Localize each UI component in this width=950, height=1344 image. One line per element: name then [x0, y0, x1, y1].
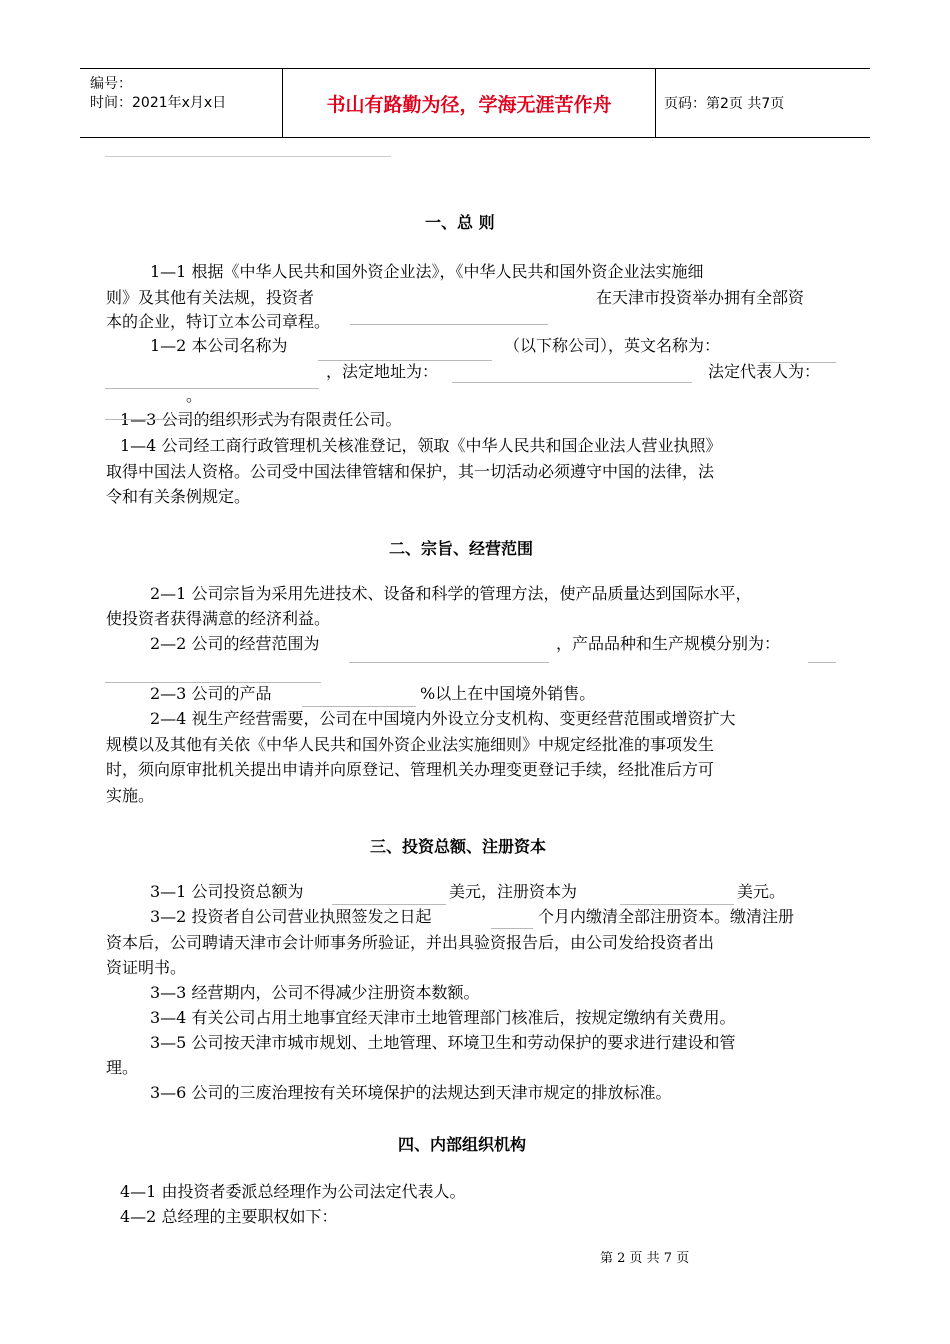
- clause-3-1b: 美元，注册资本为: [449, 882, 578, 901]
- clause-3-1c: 美元。: [737, 882, 786, 901]
- clause-2-4-line3: 时，须向原审批机关提出申请并向原登记、管理机关办理变更登记手续，经批准后方可: [106, 760, 715, 779]
- clause-1-4-line2: 取得中国法人资格。公司受中国法律管辖和保护，其一切活动必须遵守中国的法律，法: [106, 462, 715, 481]
- clause-1-1-line2b: 在天津市投资举办拥有全部资: [596, 288, 805, 307]
- clause-1-4-line3: 令和有关条例规定。: [106, 487, 251, 506]
- blank-export-percent: [302, 706, 416, 707]
- clause-3-2-line1b: 个月内缴清全部注册资本。缴清注册: [538, 907, 795, 926]
- clause-2-4-line1: 2—4 视生产经营需要，公司在中国境内外设立分支机构、变更经营范围或增资扩大: [150, 709, 736, 728]
- clause-3-2-line1a: 3—2 投资者自公司营业执照签发之日起: [150, 907, 432, 926]
- clause-2-3a: 2—3 公司的产品: [150, 684, 272, 703]
- clause-2-2a: 2—2 公司的经营范围为: [150, 634, 320, 653]
- divider: [105, 156, 391, 157]
- clause-3-3: 3—3 经营期内，公司不得减少注册资本数额。: [150, 983, 480, 1002]
- clause-4-2: 4—2 总经理的主要职权如下：: [120, 1207, 338, 1226]
- clause-3-4: 3—4 有关公司占用土地事宜经天津市土地管理部门核准后，按规定缴纳有关费用。: [150, 1008, 736, 1027]
- clause-1-1-line3: 本的企业，特订立本公司章程。: [106, 312, 331, 331]
- header-meta: [80, 69, 282, 137]
- page-header: [80, 68, 870, 138]
- clause-1-1-line1: 1—1 根据《中华人民共和国外资企业法》，《中华人民共和国外资企业法实施细: [150, 262, 704, 281]
- blank-months: [491, 928, 533, 929]
- clause-3-1a: 3—1 公司投资总额为: [150, 882, 304, 901]
- blank-registered-capital: [620, 904, 734, 905]
- clause-1-2-line2a: ，法定地址为：: [326, 362, 439, 381]
- blank-products-cont: [105, 682, 321, 683]
- clause-3-2-line3: 资证明书。: [106, 958, 187, 977]
- clause-1-2-line2b: 法定代表人为：: [708, 362, 821, 381]
- clause-2-3b: %以上在中国境外销售。: [420, 684, 596, 703]
- clause-1-2-line1a: 1—2 本公司名称为: [150, 336, 288, 355]
- section-3-title: 三、投资总额、注册资本: [370, 837, 547, 856]
- clause-2-1-line1: 2—1 公司宗旨为采用先进技术、设备和科学的管理方法，使产品质量达到国际水平，: [150, 584, 752, 603]
- section-2-title: 二、宗旨、经营范围: [389, 539, 534, 558]
- clause-1-4-line1: 1—4 公司经工商行政管理机关核准登记，领取《中华人民共和国企业法人营业执照》: [120, 436, 722, 455]
- clause-2-1-line2: 使投资者获得满意的经济利益。: [106, 609, 331, 628]
- page-footer: 第 2 页 共 7 页: [600, 1251, 690, 1266]
- blank-business-scope: [349, 662, 549, 663]
- clause-1-3: 1—3 公司的组织形式为有限责任公司。: [120, 410, 402, 429]
- section-1-title: 一、总 则: [425, 213, 495, 232]
- clause-3-5-line1: 3—5 公司按天津市城市规划、土地管理、环境卫生和劳动保护的要求进行建设和管: [150, 1033, 736, 1052]
- clause-3-6: 3—6 公司的三废治理按有关环境保护的法规达到天津市规定的排放标准。: [150, 1083, 672, 1102]
- time-label: 时间：2021年x月x日: [90, 95, 227, 111]
- clause-2-2b: ，产品品种和生产规模分别为：: [556, 634, 781, 653]
- blank-company-name: [318, 360, 492, 361]
- clause-3-2-line2: 资本后，公司聘请天津市会计师事务所验证，并出具验资报告后，由公司发给投资者出: [106, 933, 715, 952]
- blank-address: [452, 382, 692, 383]
- clause-1-2-line1b: （以下称公司），英文名称为：: [504, 336, 721, 355]
- blank-products: [808, 662, 836, 663]
- clause-3-5-line2: 理。: [106, 1058, 139, 1077]
- section-4-title: 四、内部组织机构: [398, 1135, 527, 1154]
- blank-total-investment: [332, 904, 446, 905]
- clause-2-4-line2: 规模以及其他有关依《中华人民共和国外资企业法实施细则》中规定经批准的事项发生: [106, 735, 715, 754]
- blank-legal-rep: [105, 388, 319, 389]
- blank-investor: [350, 324, 548, 325]
- clause-1-2-line3: 。: [186, 386, 203, 405]
- clause-2-4-line4: 实施。: [106, 786, 155, 805]
- clause-1-1-line2a: 则》及其他有关法规，投资者: [106, 288, 315, 307]
- header-motto: 书山有路勤为径，学海无涯苦作舟: [282, 69, 656, 137]
- number-label: 编号：: [90, 76, 132, 92]
- clause-4-1: 4—1 由投资者委派总经理作为公司法定代表人。: [120, 1182, 466, 1201]
- header-page-info: 页码：第2页 共7页: [664, 96, 785, 112]
- strike-line: [105, 419, 315, 420]
